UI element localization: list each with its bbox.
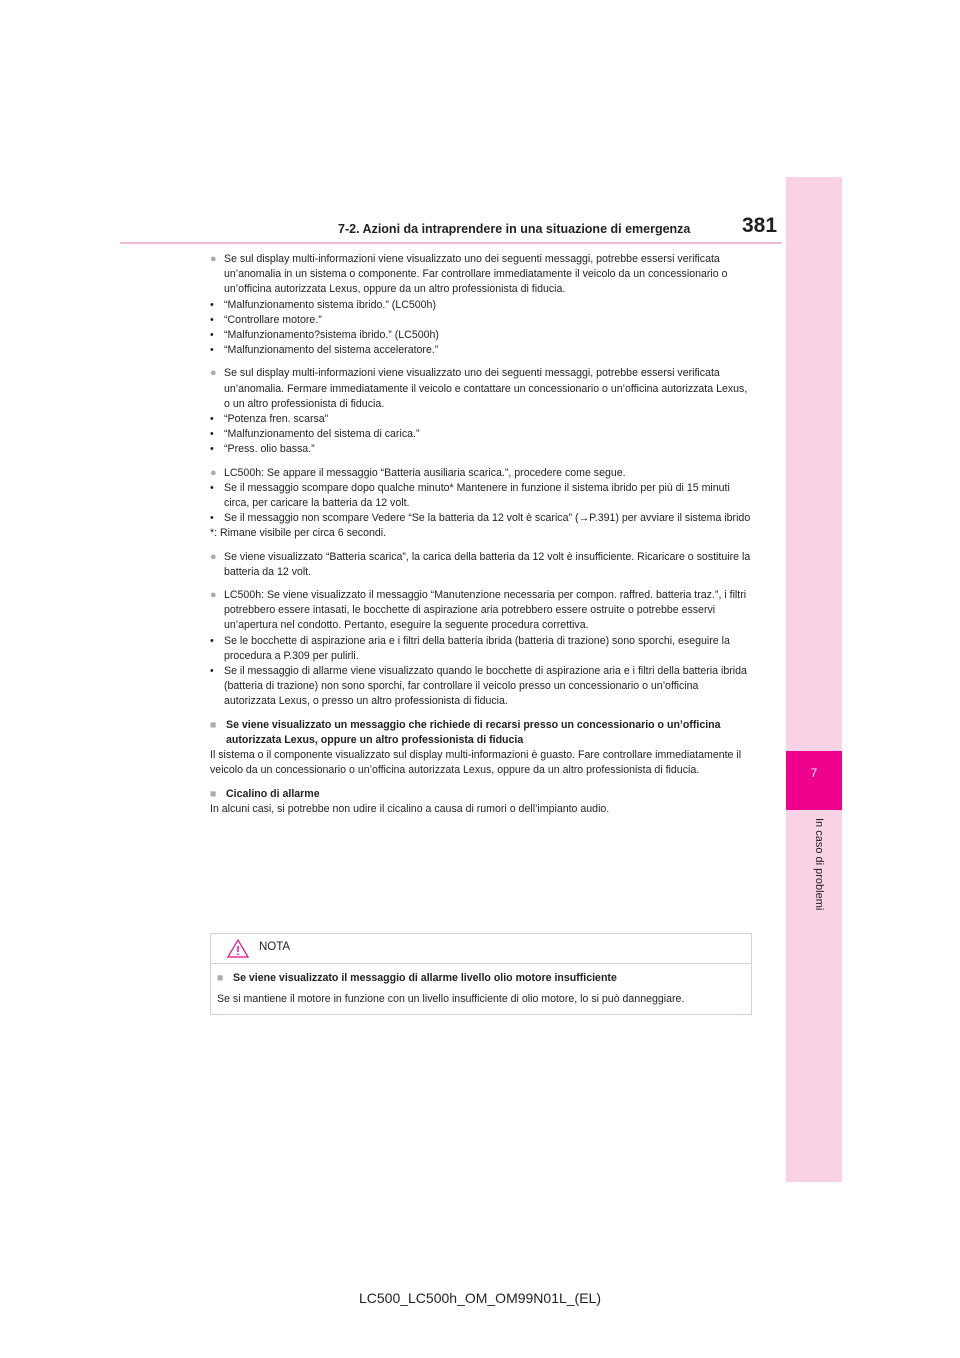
entry-text: Se viene visualizzato “Batteria scarica”, la carica della batteria da 12 volt è insufficiente. Ricaricare o sostituire la batteria da 12 volt.	[224, 550, 751, 578]
list-item: • “Malfunzionamento sistema ibrido.” (LC500h)	[210, 298, 436, 311]
warning-entry	[210, 252, 752, 358]
entry-text: LC500h: Se appare il messaggio “Batteria ausiliaria scarica.”, procedere come segue.	[224, 466, 626, 479]
list-item: • Se il messaggio scompare dopo qualche minuto* Mantenere in funzione il sistema ibrido per più di 15 minuti circa, per caricare la batteria da 12 volt.	[210, 481, 730, 510]
chapter-side-band	[786, 177, 842, 1182]
bullet-dot-icon: ●	[210, 466, 217, 479]
chapter-number: 7	[810, 766, 818, 780]
nota-header	[211, 934, 751, 964]
list-item: • “Malfunzionamento del sistema di carica.”	[210, 428, 420, 441]
header-rule	[120, 242, 782, 244]
section-heading: Se viene visualizzato un messaggio che richiede di recarsi presso un concessionario o un’officina autorizzata Lexus, oppure un altro professionista di fiducia	[226, 718, 721, 746]
warning-entry	[210, 366, 752, 457]
list-item: • “Potenza fren. scarsa”	[210, 413, 329, 426]
document-code: LC500_LC500h_OM_OM99N01L_(EL)	[358, 1290, 602, 1306]
chapter-tab[interactable]	[786, 751, 842, 810]
square-marker-icon: ■	[210, 787, 217, 800]
warning-entry	[210, 466, 752, 542]
list-item: • Se il messaggio di allarme viene visualizzato quando le bocchette di aspirazione aria e i filtri della batteria ibrida (batteria di trazione) non sono sporchi, far controllare il veicolo presso un concessionario o un’officina autorizzata Lexus, o presso un altro professionista di fiducia.	[210, 665, 747, 708]
nota-text: Se si mantiene il motore in funzione con un livello insufficiente di olio motore, lo si può danneggiare.	[217, 993, 685, 1005]
list-item: • Se le bocchette di aspirazione aria e i filtri della batteria ibrida (batteria di trazione) sono sporchi, eseguire la procedura a P.309 per pulirli.	[210, 634, 730, 662]
page-number: 381	[742, 214, 778, 237]
list-item: • “Press. olio bassa.”	[210, 443, 315, 456]
list-item: • “Malfunzionamento del sistema acceleratore.”	[210, 344, 439, 357]
nota-label: NOTA	[259, 941, 291, 953]
bullet-dot-icon: ●	[210, 589, 217, 602]
warning-entry	[210, 550, 752, 580]
square-marker-icon: ■	[210, 718, 217, 731]
info-section	[210, 718, 752, 779]
nota-heading: Se viene visualizzato il messaggio di allarme livello olio motore insufficiente	[233, 972, 617, 984]
section-body: In alcuni casi, si potrebbe non udire il cicalino a causa di rumori o dell’impianto audio.	[210, 802, 610, 815]
nota-box	[210, 933, 752, 1015]
footnote: *: Rimane visibile per circa 6 secondi.	[210, 527, 387, 540]
entry-text: Se sul display multi-informazioni viene visualizzato uno dei seguenti messaggi, potrebbe essersi verificata un’anomalia. Fermare immediatamente il veicolo e contattare un concessionario o un’officina autorizzata Lexus, o un altro professionista di fiducia.	[224, 367, 748, 410]
list-item: • Se il messaggio non scompare Vedere “Se la batteria da 12 volt è scarica” (→P.391) per avviare il sistema ibrido	[210, 512, 751, 525]
entry-text: LC500h: Se viene visualizzato il messaggio “Manutenzione necessaria per compon. raffred. batteria traz.”, i filtri potrebbero essere intasati, le bocchette di aspirazione aria potrebbero essere ostruite o potrebbe esservi un’apertura nel condotto. Pertanto, eseguire la seguente procedura correttiva.	[224, 589, 747, 632]
info-section	[210, 787, 752, 817]
square-marker-icon: ■	[217, 972, 224, 984]
entry-text: Se sul display multi-informazioni viene visualizzato uno dei seguenti messaggi, potrebbe essersi verificata un’anomalia in un sistema o componente. Far controllare immediatamente il veicolo da un concessionario o un’officina autorizzata Lexus, oppure da un altro professionista di fiducia.	[224, 253, 728, 296]
bullet-dot-icon: ●	[210, 367, 217, 380]
section-title: 7-2. Azioni da intraprendere in una situazione di emergenza	[338, 222, 691, 236]
list-item: • “Malfunzionamento?sistema ibrido.” (LC500h)	[210, 329, 439, 342]
warning-entry	[210, 588, 752, 710]
section-body: Il sistema o il componente visualizzato sul display multi-informazioni è guasto. Fare controllare immediatamente il veicolo da un concessionario o un’officina autorizzata Lexus, oppure da un altro professionista di fiducia.	[210, 749, 742, 777]
bullet-dot-icon: ●	[210, 550, 217, 563]
list-item: • “Controllare motore.”	[210, 313, 322, 326]
section-heading: Cicalino di allarme	[226, 787, 320, 800]
page-content	[210, 252, 752, 825]
chapter-label: In caso di problemi	[813, 818, 825, 911]
warning-triangle-icon	[227, 938, 249, 958]
bullet-dot-icon: ●	[210, 253, 217, 265]
